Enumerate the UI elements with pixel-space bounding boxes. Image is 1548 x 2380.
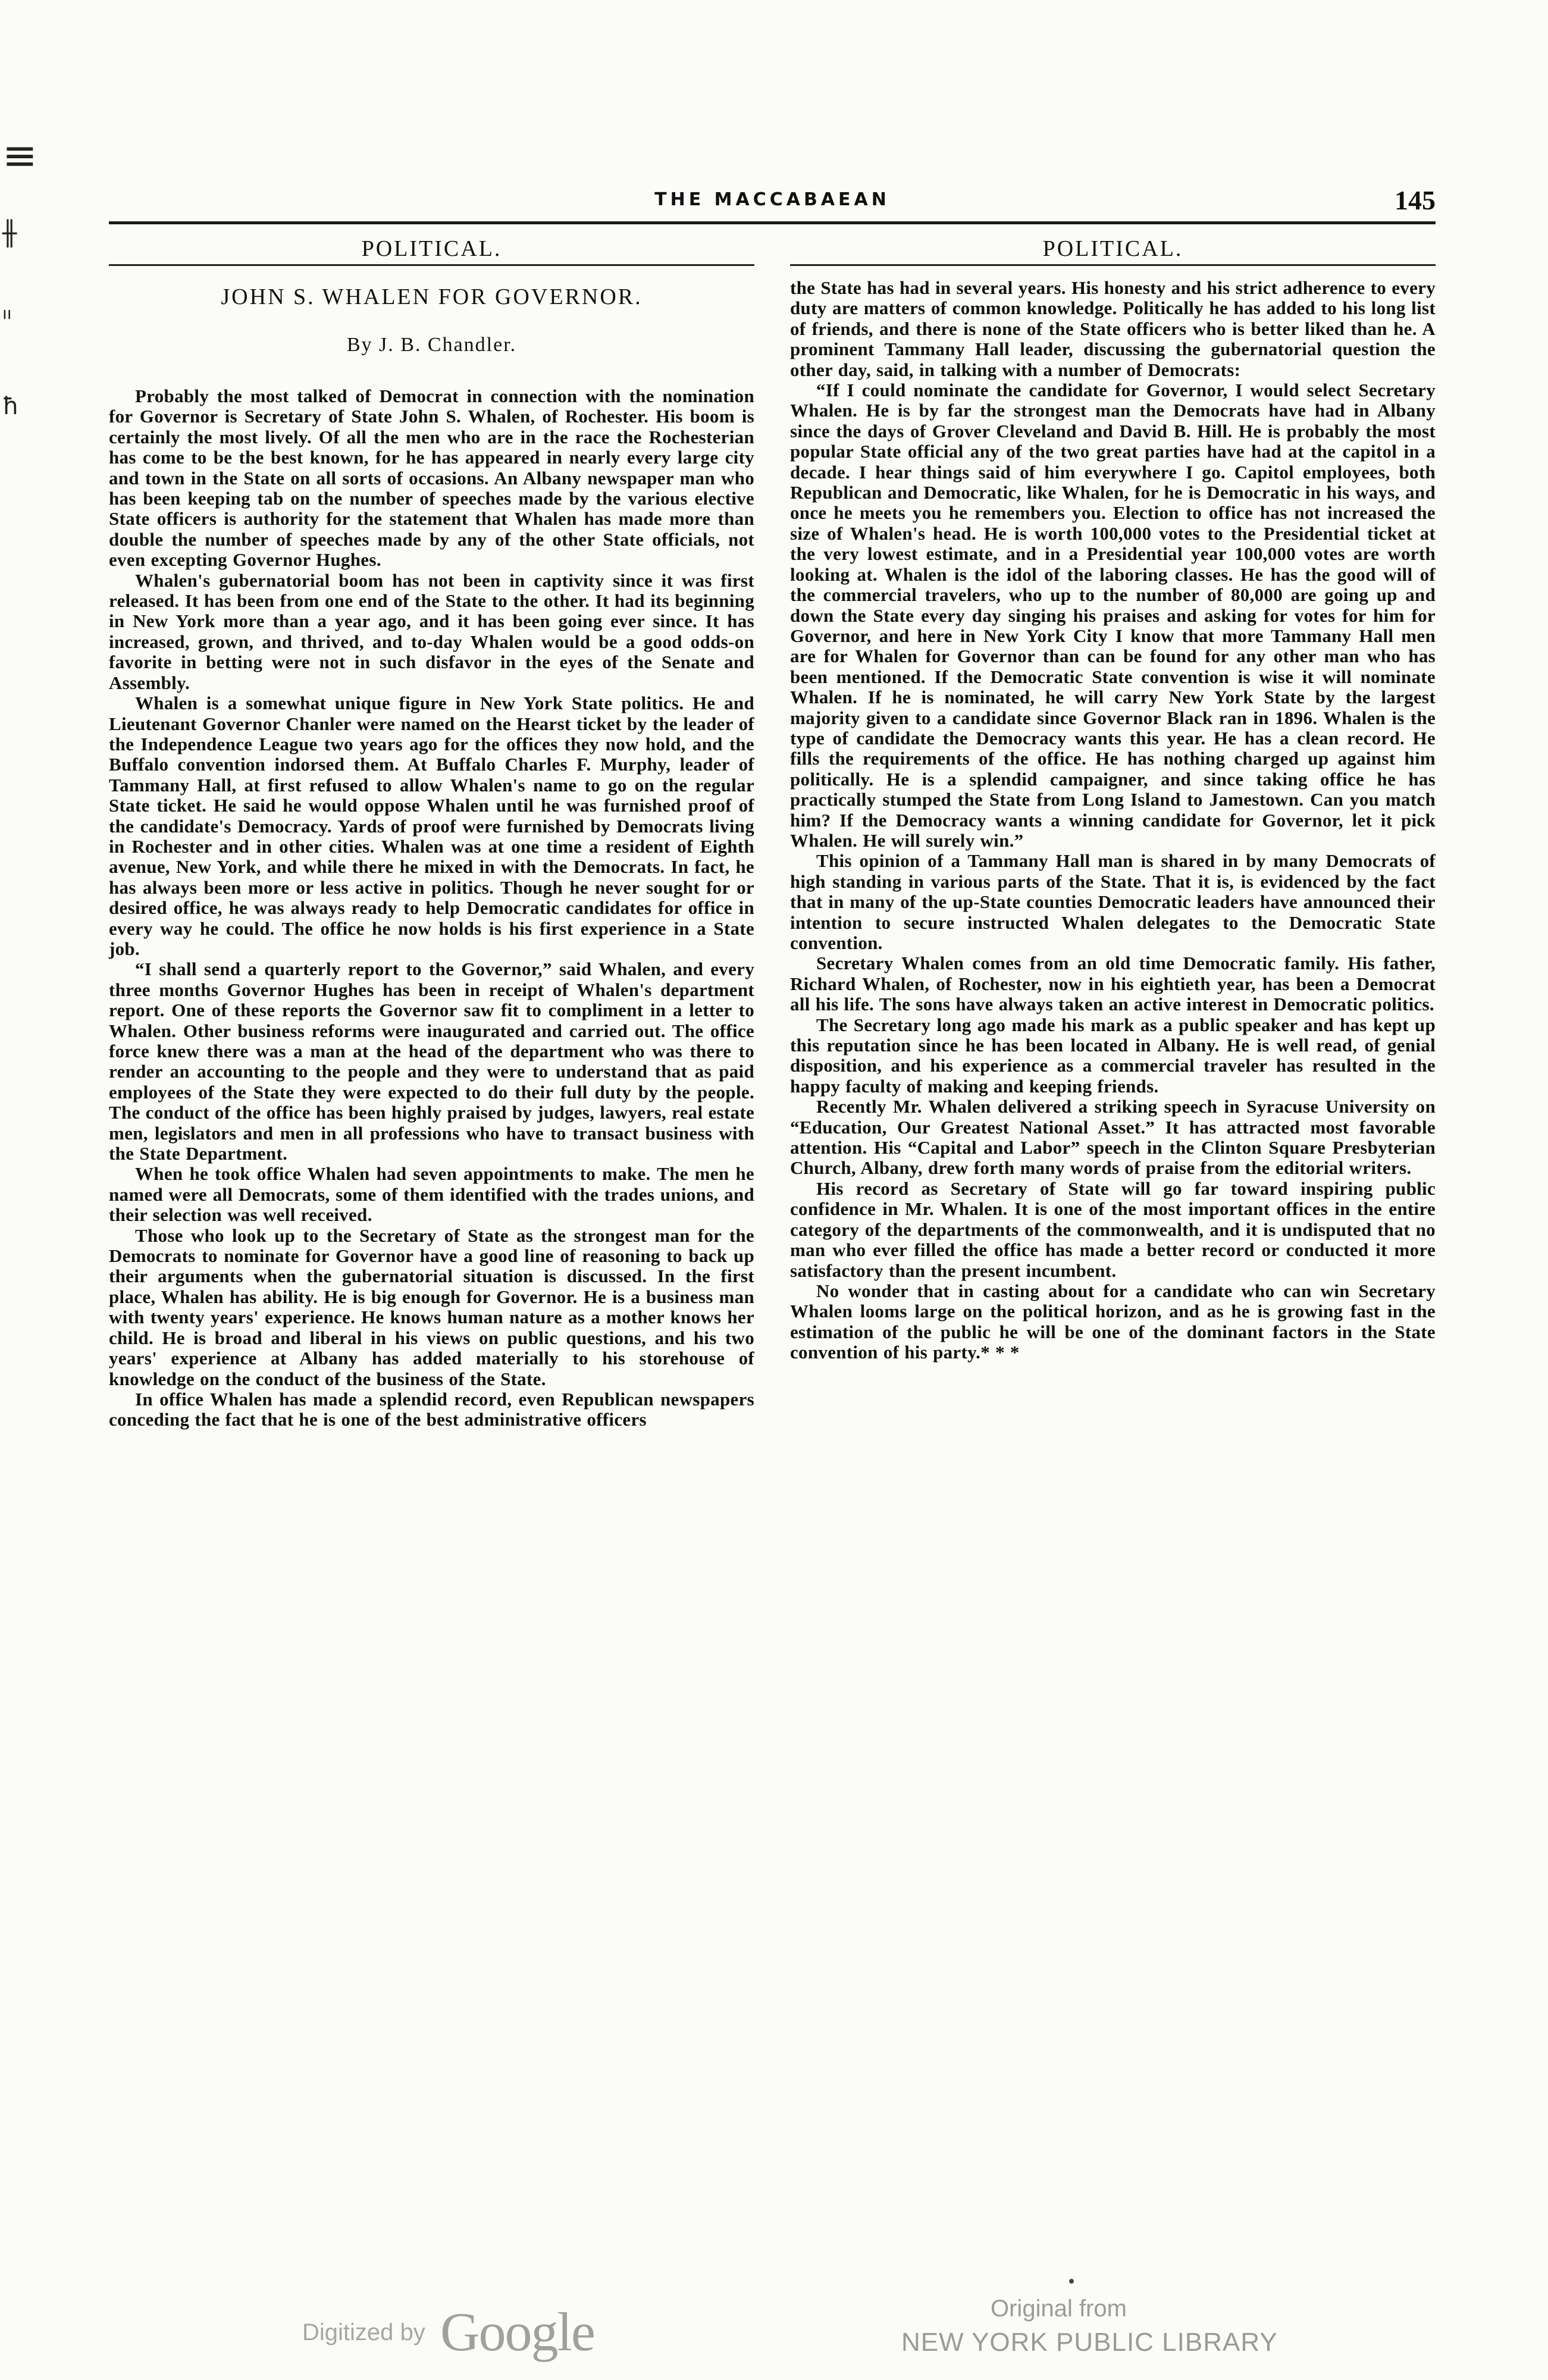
section-rule-left	[109, 264, 754, 266]
paragraph: The Secretary long ago made his mark as a public speaker and has kept up this reputation since he has been located in Albany. He is well read, of genial disposition, and his experience as a commercial traveler has resulted in the happy faculty of making and keeping friends.	[790, 1014, 1436, 1097]
header-rule	[109, 221, 1436, 224]
paragraph: Those who look up to the Secretary of State as the strongest man for the Democrats to nominate for Governor have a good line of reasoning to back up their arguments when the gubernatorial situation is discussed. In the first place, Whalen has ability. He is big enough for Governor. He is a business man with twenty years' experience. He knows human nature as a mother knows her child. He is broad and liberal in his views on public questions, and his two years' experience at Albany has added materially to his storehouse of knowledge on the conduct of the business of the State.	[109, 1225, 754, 1389]
byline: By J. B. Chandler.	[346, 334, 517, 356]
paragraph: the State has had in several years. His honesty and his strict adherence to every duty are matters of common knowledge. Politically he has added to his long list of friends, and there is none of the State officers who is better liked than he. A prominent Tammany Hall leader, discussing the gubernatorial question the other day, said, in talking with a number of Democrats:	[790, 277, 1436, 380]
paragraph: His record as Secretary of State will go far toward inspiring public confidence in Mr. Whalen. It is one of the most important offices in the entire category of the departments of the commonwealth, and it is undisputed that no man who ever filled the office has made a better record or conducted it more satisfactory than the present incumbent.	[790, 1178, 1436, 1281]
section-rule-right	[790, 264, 1436, 266]
section-heading-left: POLITICAL.	[361, 236, 502, 261]
paragraph: “If I could nominate the candidate for Governor, I would select Secretary Whalen. He is by far the strongest man the Democrats have had in Albany since the days of Grover Cleveland and David B. Hill. He is probably the most popular State official any of the two great parties have had at the capitol in a decade. I hear things said of him everywhere I go. Capitol employees, both Republican and Democratic, like Whalen, for he is Democratic in his ways, and once he meets you he remembers you. Election to office has not increased the size of Whalen's head. He is worth 100,000 votes to the Presidential ticket at the very lowest estimate, and in a Presidential year 100,000 votes are worth looking at. Whalen is the idol of the laboring classes. He has the good will of the commercial travelers, who up to the number of 80,000 are going up and down the State every day singing his praises and asking for votes for him for Governor, and here in New York City I know that more Tammany Hall men are for Whalen for Governor than can be found for any other man who has been mentioned. If the Democratic State convention is wise it will nominate Whalen. If he is nominated, he will carry New York State by the largest majority given to a candidate since Governor Black ran in 1896. Whalen is the type of candidate the Democracy wants this year. He has a clean record. He fills the requirements of the office. He has nothing charged up against him politically. He is a splendid campaigner, and since taking office he has practically stumped the State from Long Island to Jamestown. Can you match him? If the Democracy wants a winning candidate for Governor, let it pick Whalen. He will surely win.”	[790, 380, 1436, 851]
google-logo: Google	[440, 2301, 594, 2362]
section-heading-right: POLITICAL.	[1042, 236, 1183, 261]
scan-dot	[1069, 2279, 1074, 2284]
paragraph: This opinion of a Tammany Hall man is shared in by many Democrats of high standing in various parts of the State. That it is, is evidenced by the fact that in many of the up-State counties Democratic leaders have announced their intention to secure instructed Whalen delegates to the Democratic State convention.	[790, 850, 1436, 953]
paragraph: In office Whalen has made a splendid record, even Republican newspapers conceding the fact that he is one of the best administrative officers	[109, 1388, 754, 1430]
article-body-right	[790, 278, 1436, 1363]
scan-footer	[0, 2285, 1548, 2368]
paragraph: “I shall send a quarterly report to the Governor,” said Whalen, and every three months Governor Hughes has been in receipt of Whalen's department report. One of these reports the Governor saw fit to compliment in a letter to Whalen. Other business reforms were inaugurated and carried out. The office force knew there was a man at the head of the department who was there to render an accounting to the people and they were to understand that as paid employees of the State they were expected to do their full duty by the people. The conduct of the office has been highly praised by judges, lawyers, real estate men, legislators and men in all professions who have to transact business with the State Department.	[109, 959, 754, 1164]
left-column	[109, 225, 754, 1430]
paragraph: Recently Mr. Whalen delivered a striking speech in Syracuse University on “Education, Our Greatest National Asset.” It has attracted most favorable attention. His “Capital and Labor” speech in the Clinton Square Presbyterian Church, Albany, drew forth many words of praise from the editorial writers.	[790, 1096, 1436, 1179]
original-from-label: Original from	[991, 2296, 1127, 2322]
paragraph: Whalen's gubernatorial boom has not been in captivity since it was first released. It has been from one end of the State to the other. It had its beginning in New York more than a year ago, and it has been going ever since. It has increased, grown, and thrived, and to-day Whalen would be a good odds-on favorite in betting were not in such disfavor in the eyes of the Senate and Assembly.	[109, 569, 754, 693]
article-title: JOHN S. WHALEN FOR GOVERNOR.	[221, 284, 643, 309]
paragraph: When he took office Whalen had seven appointments to make. The men he named were all Democrats, some of them identified with the trades unions, and their selection was well received.	[109, 1163, 754, 1226]
library-name: NEW YORK PUBLIC LIBRARY	[901, 2328, 1278, 2357]
right-column	[790, 225, 1436, 1363]
paragraph: Whalen is a somewhat unique figure in New York State politics. He and Lieutenant Governor Chanler were named on the Hearst ticket by the leader of the Independence League two years ago for the offices they now hold, and the Buffalo convention indorsed them. At Buffalo Charles F. Murphy, leader of Tammany Hall, at first refused to allow Whalen's name to go on the regular State ticket. He said he would oppose Whalen until he was furnished proof of the candidate's Democracy. Yards of proof were furnished by Democrats living in Rochester and in other cities. Whalen was at one time a resident of Eighth avenue, New York, and while there he mixed in with the Democrats. In fact, he has always been more or less active in politics. Though he never sought for or desired office, he was always ready to help Democratic candidates for office in every way he could. The office he now holds is his first experience in a State job.	[109, 693, 754, 959]
paragraph: Secretary Whalen comes from an old time Democratic family. His father, Richard Whalen, of Rochester, now in his eightieth year, has been a Democrat all his life. The sons have always taken an active interest in Democratic politics.	[790, 953, 1436, 1015]
page-header	[109, 185, 1436, 225]
running-title: THE MACCABAEAN	[654, 189, 890, 210]
paragraph: No wonder that in casting about for a candidate who can win Secretary Whalen looms large on the political horizon, and as he is growing fast in the estimation of the public he will be one of the dominant factors in the State convention of his party.* * *	[790, 1280, 1436, 1363]
digitized-by-label: Digitized by	[302, 2319, 425, 2345]
article-body-left	[109, 386, 754, 1430]
page-number: 145	[1395, 185, 1436, 215]
scan-edge-marks: ≡ ╫ ıı ħ	[2, 131, 37, 420]
paragraph: Probably the most talked of Democrat in connection with the nomination for Governor is Secretary of State John S. Whalen, of Rochester. His boom is certainly the most lively. Of all the men who are in the race the Rochesterian has come to be the best known, for he has appeared in nearly every large city and town in the State on all sorts of occasions. An Albany newspaper man who has been keeping tab on the number of speeches made by the various elective State officers is authority for the statement that Whalen has made more than double the number of speeches made by any of the other State officials, not even excepting Governor Hughes.	[109, 386, 754, 571]
